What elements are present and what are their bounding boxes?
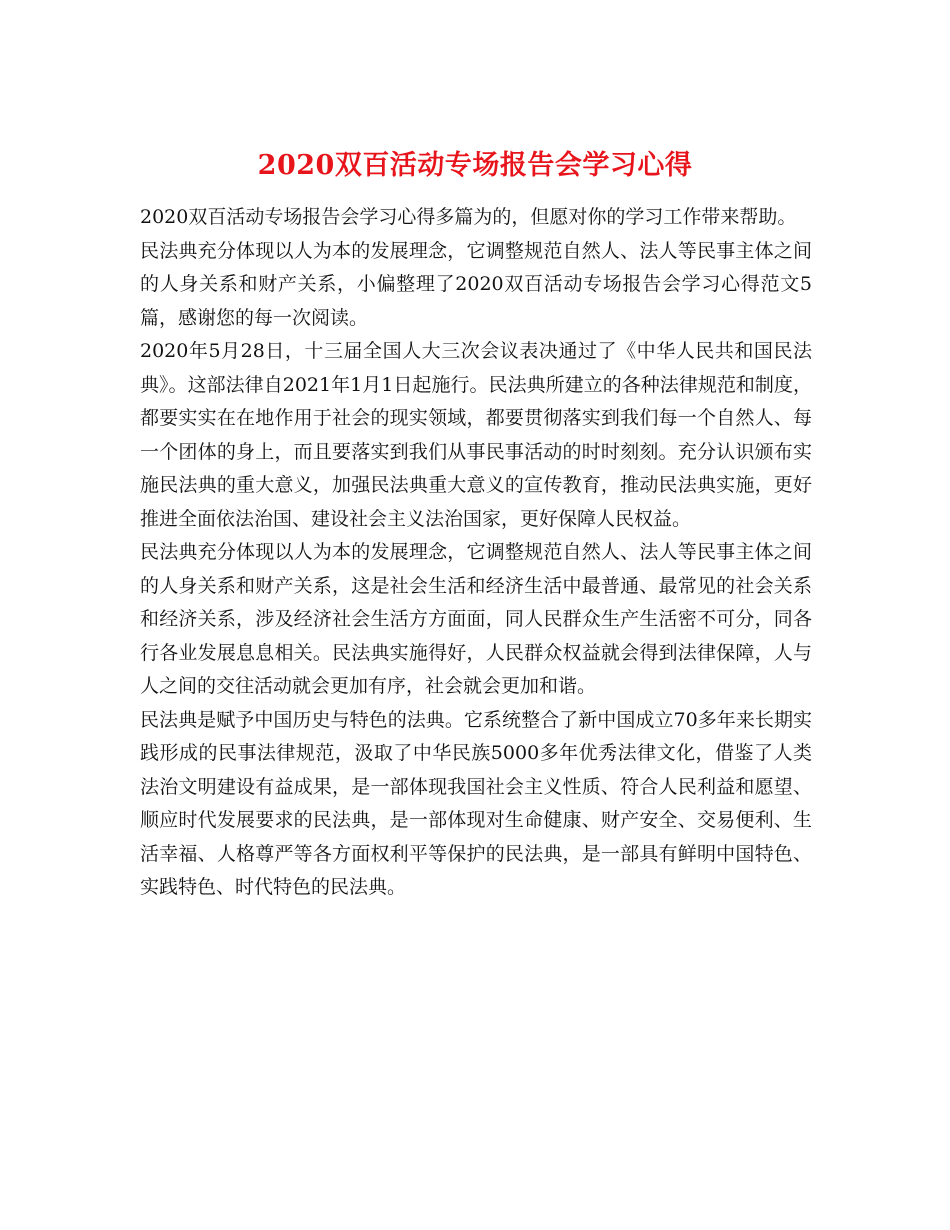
paragraph-people-oriented: 民法典充分体现以人为本的发展理念，它调整规范自然人、法人等民事主体之间的人身关系和财产关系，这是社会生活和经济生活中最普通、最常见的社会关系和经济关系，涉及经济社会生活方方面面，同人民群众生产生活密不可分，同各行各业发展息息相关。民法典实施得好，人民群众权益就会得到法律保障，人与人之间的交往活动就会更加有序，社会就会更加和谐。 [140,541,812,697]
paragraph-characteristics: 民法典是赋予中国历史与特色的法典。它系统整合了新中国成立70多年来长期实践形成的民事法律规范，汲取了中华民族5000多年优秀法律文化，借鉴了人类法治文明建设有益成果，是一部体现我国社会主义性质、符合人民利益和愿望、顺应时代发展要求的民法典，是一部体现对生命健康、财产安全、交易便利、生活幸福、人格尊严等各方面权利平等保护的民法典，是一部具有鲜明中国特色、实践特色、时代特色的民法典。 [140,708,812,898]
paragraph-intro: 2020双百活动专场报告会学习心得多篇为的，但愿对你的学习工作带来帮助。 [140,206,797,228]
document-title: 2020双百活动专场报告会学习心得 [257,150,693,182]
paragraph-adoption: 2020年5月28日，十三届全国人大三次会议表决通过了《中华人民共和国民法典》。这部法律自2021年1月1日起施行。民法典所建立的各种法律规范和制度，都要实实在在地作用于社会的现实领域，都要贯彻落实到我们每一个自然人、每一个团体的身上，而且要落实到我们从事民事活动的时时刻刻。充分认识颁布实施民法典的重大意义，加强民法典重大意义的宣传教育，推动民法典实施，更好推进全面依法治国、建设社会主义法治国家，更好保障人民权益。 [140,340,812,530]
paragraph-summary: 民法典充分体现以人为本的发展理念，它调整规范自然人、法人等民事主体之间的人身关系和财产关系，小偏整理了2020双百活动专场报告会学习心得范文5篇，感谢您的每一次阅读。 [140,239,812,329]
document-body [140,201,812,905]
